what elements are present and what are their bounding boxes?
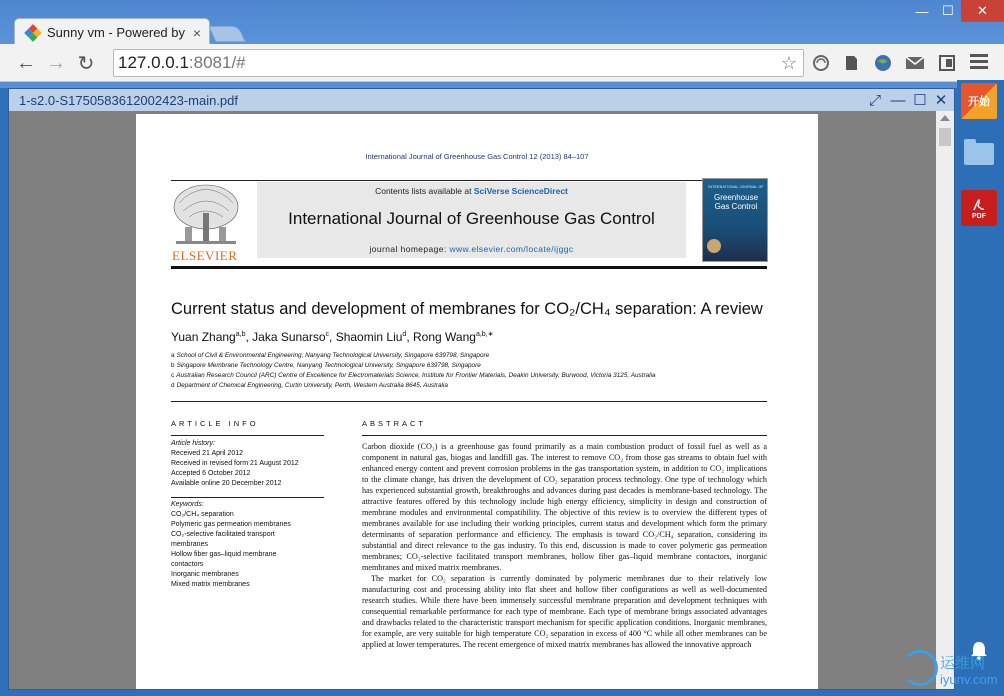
chrome-menu-icon[interactable] bbox=[970, 54, 988, 72]
new-tab-button[interactable] bbox=[208, 26, 245, 42]
tab-strip bbox=[0, 0, 1004, 44]
affiliation: c Australian Research Council (ARC) Centre of Excellence for Electromaterials Science, Institute for Frontier Materials, Deakin University, Burwood, Victoria 3125, Australia bbox=[171, 372, 656, 379]
extension-evernote-icon[interactable] bbox=[840, 52, 862, 74]
masthead-rule bbox=[171, 266, 767, 269]
forward-button[interactable]: → bbox=[46, 51, 66, 74]
abstract-rule bbox=[362, 435, 767, 436]
journal-cover-thumbnail: INTERNATIONAL JOURNAL OF Greenhouse Gas Control bbox=[702, 178, 768, 262]
keyword: CO₂/CH₄ separation bbox=[171, 511, 234, 518]
vertical-scrollbar[interactable] bbox=[936, 111, 954, 689]
pdf-canvas[interactable] bbox=[9, 111, 954, 689]
history-rule bbox=[171, 497, 324, 498]
browser-toolbar bbox=[0, 44, 1004, 82]
keyword: Hollow fiber gas–liquid membrane bbox=[171, 551, 277, 558]
journal-name: International Journal of Greenhouse Gas Control bbox=[288, 209, 655, 228]
journal-homepage-link[interactable]: www.elsevier.com/locate/ijggc bbox=[449, 244, 574, 254]
keyword: membranes bbox=[171, 541, 208, 548]
keyword: CO₂-selective facilitated transport bbox=[171, 531, 275, 538]
pdf-page bbox=[136, 114, 818, 689]
history-line: Received in revised form 21 August 2012 bbox=[171, 460, 299, 467]
author-name: Jaka Sunarso bbox=[252, 330, 326, 344]
pdf-viewer-window bbox=[8, 88, 955, 690]
abstract-text bbox=[362, 441, 767, 650]
keyword: contactors bbox=[171, 561, 204, 568]
article-info-rule bbox=[171, 435, 324, 436]
article-title: Current status and development of membranes for CO₂/CH₄ separation: A review bbox=[171, 300, 763, 318]
contents-line: Contents lists available at SciVerse ScienceDirect bbox=[375, 186, 568, 196]
abstract-paragraph: Carbon dioxide (CO₂) is a greenhouse gas found primarily as a main combustion product of fossil fuel as well as a component in natural gas, biogas and landfill gas. The interest to remove CO₂ from those gas streams to obtain fuel with enhanced energy content and prevent corrosion problems in the gas transportation system, in addition to CO₂ implications to the climate change, has driven the development of CO₂ separation process technology. One type of technology which has experienced substantial growth, breakthroughs and advances during past decades is membrane-based technology. The attractive features offered by this technology include high energy efficiency, simplicity in design and construction of membrane modules and environmental compatibility. The objective of this review is to overview the different types of membranes available for use including their working principles, current status and development which form the primary determinants of separation performance and efficiency. The emphasis is toward CO₂/CH₄ separation, considering its substantial and direct relevance to the gas industry. To this end, discussion is made to cover polymeric gas permeation membranes; CO₂-selective facilitated transport membranes, hollow fiber gas–liquid membrane contactors, inorganic membranes and mixed matrix membranes. bbox=[362, 442, 767, 572]
affiliation: a School of Civil & Environmental Engineering, Nanyang Technological University, Singapore 639798, Singapore bbox=[171, 352, 490, 359]
bookmark-star-icon[interactable]: ☆ bbox=[780, 53, 797, 73]
keyword: Polymeric gas permeation membranes bbox=[171, 521, 291, 528]
folder-icon[interactable] bbox=[961, 136, 997, 172]
favicon-icon bbox=[24, 24, 42, 42]
article-info-heading: ARTICLE INFO bbox=[171, 419, 259, 428]
journal-citation: International Journal of Greenhouse Gas Control 12 (2013) 84–107 bbox=[365, 152, 589, 161]
keywords: Keywords: CO₂/CH₄ separation Polymeric gas permeation membranes CO₂-selective facilitated transport membranes Hollow fiber gas–liquid membrane contactors Inorganic membranes Mixed matrix membranes bbox=[171, 500, 324, 590]
pdf-app-icon[interactable] bbox=[961, 190, 997, 226]
reload-button[interactable]: ↻ bbox=[77, 52, 95, 75]
tab-close-icon[interactable]: × bbox=[192, 24, 201, 41]
viewer-maximize-button[interactable]: ☐ bbox=[913, 92, 927, 109]
window-maximize-button[interactable]: ☐ bbox=[942, 3, 954, 18]
viewer-close-button[interactable]: ✕ bbox=[934, 92, 948, 109]
elsevier-logo-text: ELSEVIER bbox=[172, 248, 238, 263]
extension-refresh-icon[interactable] bbox=[810, 52, 832, 74]
author-name: Rong Wang bbox=[413, 330, 476, 344]
abstract-paragraph: The market for CO₂ separation is currently dominated by polymeric membranes due to their relatively low manufacturing cost and processing ability into flat sheet and hollow fiber configurations as well as well-documented research studies. While there have been immensely successful membrane preparation and development techniques with consequential remarkable performance for each type of membrane. Each type of membrane brings associated advantages and drawbacks related to the characteristic transport mechanism for specific application conditions. Inorganic membranes, for example, are very suitable for high temperature CO₂ separation in excess of 400 °C while all other membranes can be applied at lower temperatures. The recent emergence of mixed matrix membranes has allowed the innovative approach bbox=[362, 574, 767, 649]
address-bar[interactable] bbox=[113, 49, 804, 77]
cover-seal-icon bbox=[707, 239, 721, 253]
journal-masthead bbox=[257, 182, 686, 258]
window-minimize-button[interactable]: — bbox=[915, 3, 929, 19]
elsevier-tree-logo bbox=[171, 183, 241, 247]
extension-globe-icon[interactable] bbox=[872, 52, 894, 74]
header-rule bbox=[171, 180, 767, 181]
scroll-up-icon[interactable] bbox=[940, 115, 950, 121]
affiliation-rule bbox=[171, 401, 767, 402]
scroll-thumb[interactable] bbox=[939, 128, 951, 146]
back-button[interactable]: ← bbox=[16, 51, 36, 74]
affiliation: b Singapore Membrane Technology Centre, Nanyang Technological University, Singapore 639798, Singapore bbox=[171, 362, 481, 369]
browser-tab[interactable] bbox=[14, 18, 210, 46]
homepage-line: journal homepage: www.elsevier.com/locate/ijggc bbox=[369, 244, 574, 254]
pdf-filename: 1-s2.0-S1750583612002423-main.pdf bbox=[19, 92, 239, 108]
keyword: Inorganic membranes bbox=[171, 571, 239, 578]
history-line: Accepted 6 October 2012 bbox=[171, 470, 251, 477]
extension-reader-icon[interactable] bbox=[936, 52, 958, 74]
browser-chrome bbox=[0, 0, 1004, 88]
history-line: Received 21 April 2012 bbox=[171, 450, 243, 457]
fullscreen-icon[interactable]: ⤢ bbox=[868, 91, 881, 109]
author-list: Yuan Zhang$^{a,b}$, Jaka Sunarso$^c$, Shaomin Liu$^d$, Rong Wang$^{a,b,∗}$ bbox=[171, 330, 494, 344]
abstract-heading: ABSTRACT bbox=[362, 419, 427, 428]
url-path: :8081/# bbox=[188, 53, 246, 72]
watermark-logo-icon bbox=[902, 650, 938, 686]
viewer-minimize-button[interactable]: — bbox=[890, 91, 906, 109]
author-name: Shaomin Liu bbox=[335, 330, 403, 344]
article-history: Article history: Received 21 April 2012 Received in revised form 21 August 2012 Accepted 6 October 2012 Available online 20 December 2012 bbox=[171, 439, 324, 489]
url-host: 127.0.0.1 bbox=[118, 53, 189, 72]
tab-title: Sunny vm - Powered by bbox=[47, 25, 186, 40]
side-dock bbox=[957, 80, 1004, 696]
pdf-viewer-titlebar bbox=[9, 89, 954, 111]
start-button[interactable]: 开始 bbox=[961, 83, 997, 119]
keyword: Mixed matrix membranes bbox=[171, 581, 250, 588]
extension-mail-icon[interactable] bbox=[904, 52, 926, 74]
affiliation: d Department of Chemical Engineering, Curtin University, Perth, Western Australia 8645, Australia bbox=[171, 382, 448, 389]
pdf-app-label: PDF bbox=[972, 212, 986, 220]
window-close-button[interactable]: ✕ bbox=[961, 0, 1004, 22]
author-name: Yuan Zhang bbox=[171, 330, 236, 344]
sciencedirect-link[interactable]: SciVerse ScienceDirect bbox=[473, 186, 568, 196]
site-watermark: 运维网 iyunv.com bbox=[902, 650, 1002, 694]
history-line: Available online 20 December 2012 bbox=[171, 480, 282, 487]
